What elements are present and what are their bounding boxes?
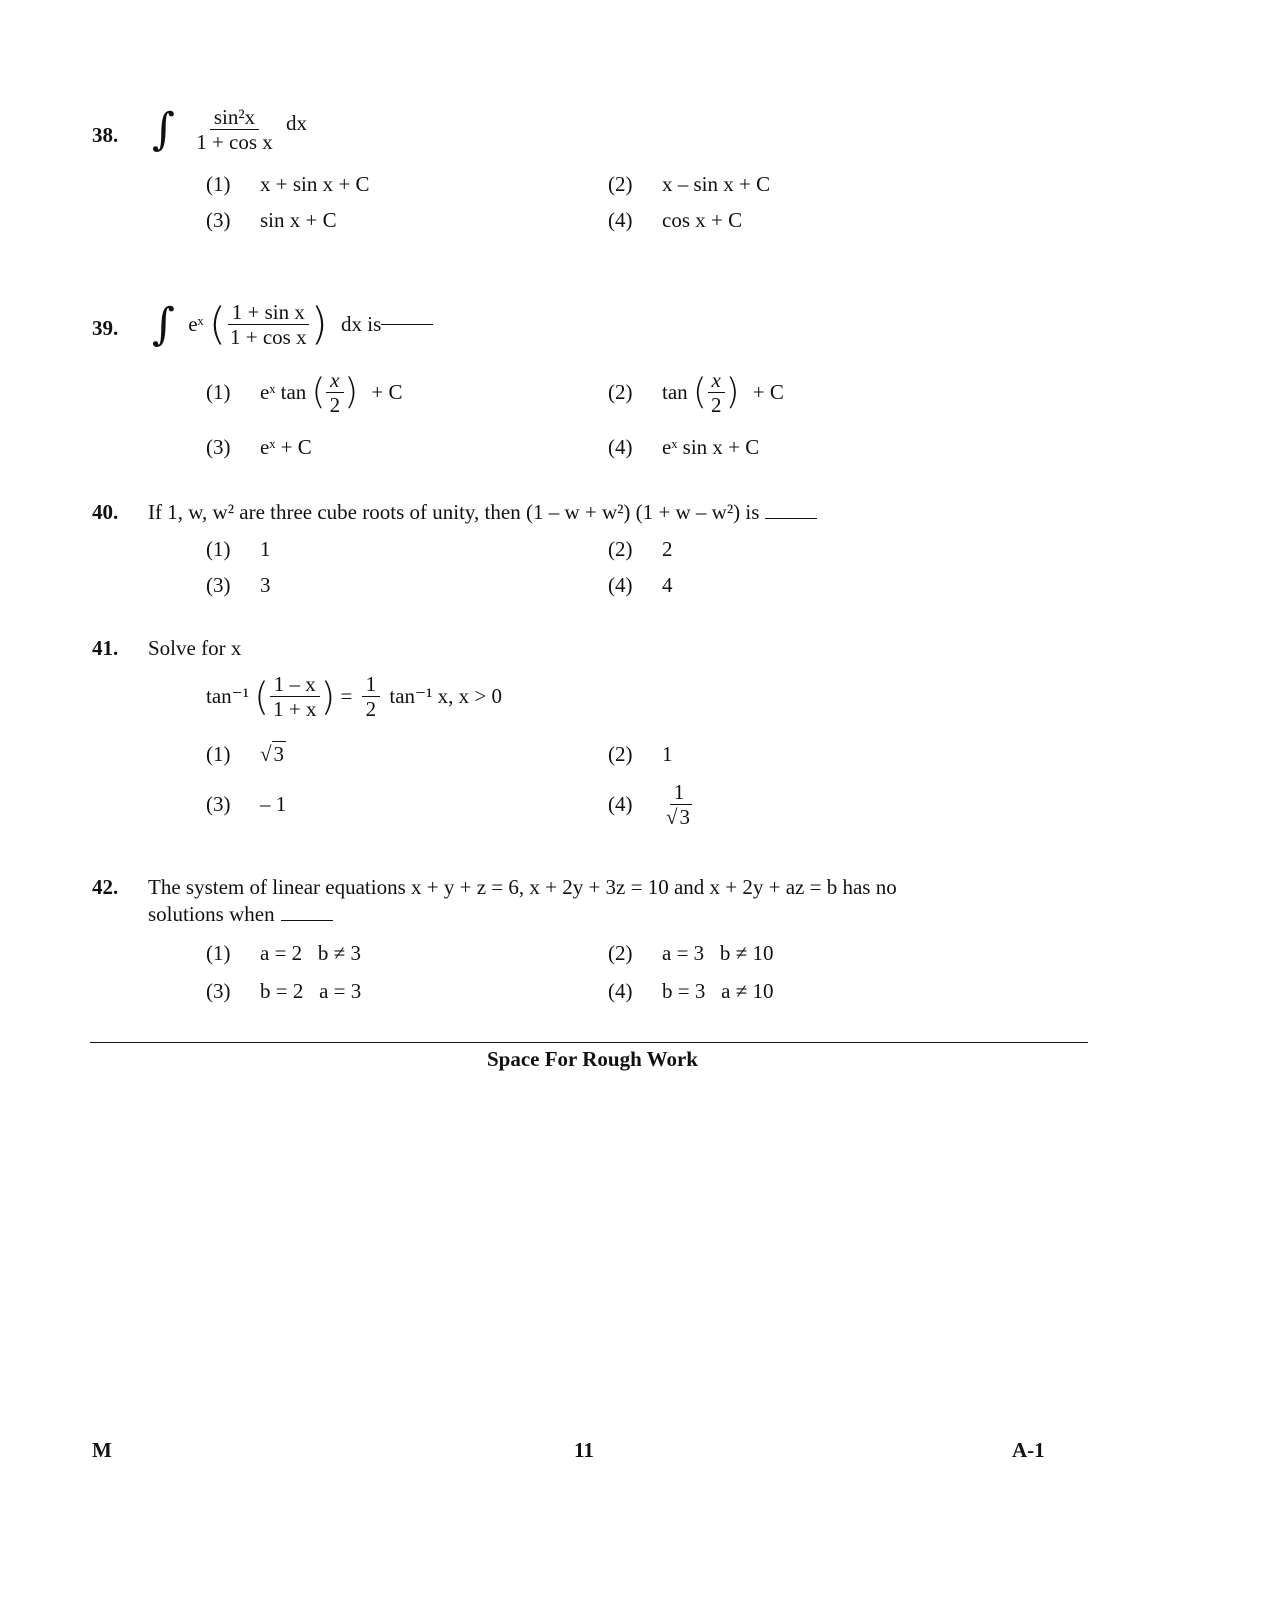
option-number: (3) (206, 208, 231, 232)
option-41-4[interactable] (608, 780, 696, 829)
question-text: Solve for x (148, 636, 242, 660)
option-number: (2) (608, 941, 633, 965)
question-number: 40. (92, 500, 119, 524)
right-paren: ) (344, 371, 359, 413)
option-text: a = 3 b ≠ 10 (662, 941, 774, 965)
option-38-4[interactable] (608, 208, 742, 233)
equals-sign: = (340, 684, 353, 709)
fraction (707, 368, 726, 417)
fraction (662, 780, 696, 829)
numerator: 1 + sin x (228, 300, 309, 325)
page-number: 11 (574, 1438, 594, 1462)
option-text: 3 (260, 573, 271, 597)
option-number: (1) (206, 380, 231, 405)
question-number: 39. (92, 316, 119, 340)
equation-rest: tan⁻¹ x, x > 0 (389, 684, 503, 709)
option-number: (4) (608, 435, 633, 459)
option-suffix: + C (371, 380, 403, 405)
denominator: 1 + cos x (196, 130, 273, 155)
numerator: 1 – x (270, 672, 320, 697)
option-number: (4) (608, 792, 633, 817)
exp-term: eˣ (188, 312, 204, 337)
option-39-2[interactable] (608, 368, 784, 417)
right-paren: ) (725, 371, 740, 413)
left-paren: ( (254, 674, 270, 719)
option-40-1[interactable] (206, 537, 271, 562)
option-41-2[interactable] (608, 742, 673, 767)
option-number: (3) (206, 435, 231, 459)
option-suffix: + C (752, 380, 784, 405)
denominator: 2 (365, 697, 377, 722)
arctan-label: tan⁻¹ (206, 684, 250, 709)
option-40-3[interactable] (206, 573, 271, 598)
fraction (226, 300, 311, 349)
footer-right: A-1 (1012, 1438, 1045, 1462)
left-paren: ( (692, 371, 707, 413)
option-text: b = 3 a ≠ 10 (662, 979, 774, 1003)
answer-blank (381, 324, 433, 325)
numerator: sin²x (210, 105, 259, 130)
question-line-2: solutions when (148, 902, 275, 926)
denominator: 2 (710, 393, 722, 418)
option-number: (2) (608, 742, 633, 766)
option-text: cos x + C (662, 208, 743, 232)
option-number: (2) (608, 537, 633, 561)
dx: dx (286, 111, 308, 136)
left-paren: ( (208, 298, 227, 350)
denominator (662, 805, 696, 829)
option-42-4[interactable] (608, 979, 773, 1004)
option-40-4[interactable] (608, 573, 673, 598)
option-number: (4) (608, 979, 633, 1003)
option-text: sin x + C (260, 208, 337, 232)
radicand: 3 (273, 742, 285, 766)
option-prefix: tan (662, 380, 688, 405)
option-38-1[interactable] (206, 172, 369, 197)
question-text (148, 500, 817, 525)
option-38-2[interactable] (608, 172, 770, 197)
rough-work-divider (90, 1042, 1088, 1043)
option-number: (3) (206, 573, 231, 597)
option-number: (1) (206, 742, 231, 766)
half-fraction (362, 672, 381, 721)
option-text: 1 (260, 537, 271, 561)
integral-sign: ∫ (152, 103, 175, 155)
option-number: (1) (206, 172, 231, 196)
numerator: x (326, 368, 343, 393)
fraction (269, 672, 320, 721)
denominator: 1 + cos x (230, 325, 307, 350)
question-number: 41. (92, 636, 119, 660)
option-text: a = 2 b ≠ 3 (260, 941, 361, 965)
option-number: (4) (608, 208, 633, 232)
fraction (192, 105, 277, 154)
footer-left: M (92, 1438, 112, 1462)
option-number: (1) (206, 941, 231, 965)
right-paren: ) (310, 298, 328, 350)
option-text: b = 2 a = 3 (260, 979, 362, 1003)
question-statement: If 1, w, w² are three cube roots of unity, then (1 – w + w²) (1 + w – w²) is (148, 500, 760, 524)
option-text: eˣ sin x + C (662, 435, 760, 459)
option-41-3[interactable] (206, 792, 286, 817)
option-39-3[interactable] (206, 435, 312, 460)
left-paren: ( (311, 371, 326, 413)
question-number: 42. (92, 875, 119, 899)
question-expression (152, 105, 307, 154)
denominator: 2 (329, 393, 341, 418)
integral-sign: ∫ (152, 298, 175, 350)
square-root: √3 (260, 742, 285, 766)
option-number: (3) (206, 979, 231, 1003)
option-39-1[interactable] (206, 368, 403, 417)
option-text: 2 (662, 537, 673, 561)
answer-blank (281, 920, 333, 921)
option-prefix: eˣ tan (260, 380, 307, 405)
dx-is: dx is (341, 312, 382, 337)
option-42-1[interactable] (206, 941, 361, 966)
question-text-line-2 (148, 902, 333, 927)
option-text: x – sin x + C (662, 172, 771, 196)
question-text-line-1: The system of linear equations x + y + z = 6, x + 2y + 3z = 10 and x + 2y + az = b has no (148, 875, 897, 899)
rough-work-label: Space For Rough Work (486, 1047, 698, 1071)
right-paren: ) (320, 674, 336, 719)
option-number: (4) (608, 573, 633, 597)
option-38-3[interactable] (206, 208, 337, 233)
numerator: x (708, 368, 725, 393)
square-root: √3 (666, 805, 691, 830)
denominator: 1 + x (273, 697, 317, 722)
option-text: eˣ + C (260, 435, 312, 459)
equation-41 (206, 672, 502, 721)
option-42-2[interactable] (608, 941, 773, 966)
numerator: 1 (670, 780, 689, 805)
fraction (326, 368, 345, 417)
question-number: 38. (92, 123, 119, 147)
question-expression (152, 300, 433, 349)
option-number: (2) (608, 172, 633, 196)
option-41-1[interactable] (206, 742, 286, 767)
numerator: 1 (362, 672, 381, 697)
option-text: – 1 (260, 792, 287, 816)
option-40-2[interactable] (608, 537, 673, 562)
option-number: (3) (206, 792, 231, 816)
option-text: 1 (662, 742, 673, 766)
option-42-3[interactable] (206, 979, 361, 1004)
radicand: 3 (679, 805, 691, 830)
option-text: 4 (662, 573, 673, 597)
answer-blank (765, 518, 817, 519)
option-number: (1) (206, 537, 231, 561)
option-39-4[interactable] (608, 435, 759, 460)
option-text: x + sin x + C (260, 172, 370, 196)
option-number: (2) (608, 380, 633, 405)
